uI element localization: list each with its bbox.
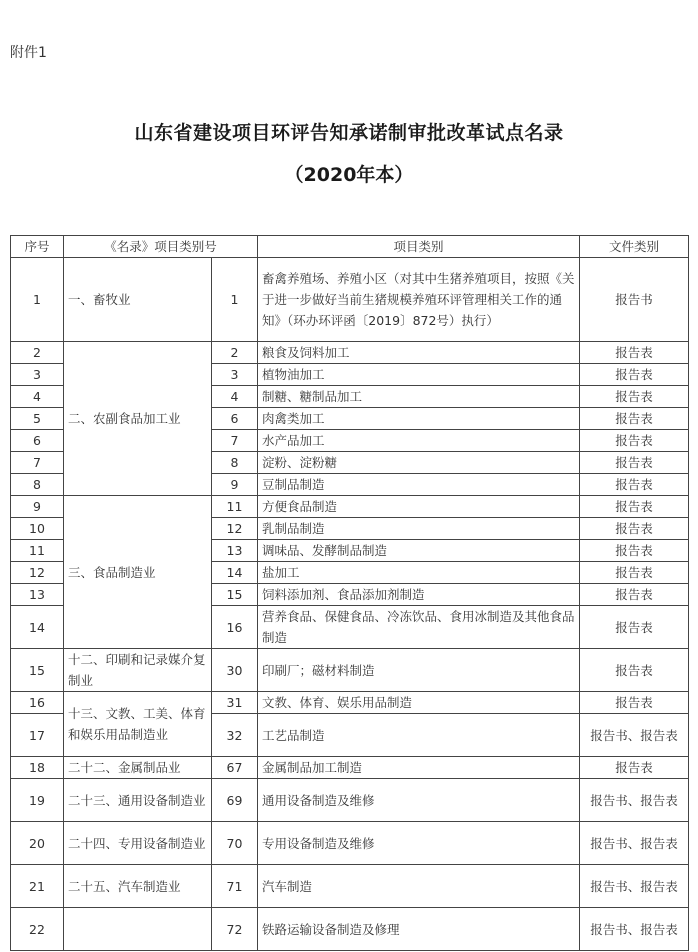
- row-doc: 报告表: [580, 474, 689, 496]
- row-doc: 报告表: [580, 386, 689, 408]
- row-seq: 17: [11, 714, 64, 757]
- row-category: 一、畜牧业: [64, 258, 212, 342]
- catalog-table: [10, 235, 689, 951]
- row-doc: 报告书、报告表: [580, 822, 689, 865]
- header-seq: 序号: [11, 236, 64, 258]
- row-category: 三、食品制造业: [64, 496, 212, 649]
- table-row: [11, 258, 689, 342]
- row-code: 12: [212, 518, 258, 540]
- row-doc: 报告表: [580, 649, 689, 692]
- row-doc: 报告表: [580, 540, 689, 562]
- row-code: 67: [212, 757, 258, 779]
- row-seq: 8: [11, 474, 64, 496]
- row-doc: 报告书: [580, 258, 689, 342]
- row-seq: 11: [11, 540, 64, 562]
- row-doc: 报告表: [580, 692, 689, 714]
- row-item: 调味品、发酵制品制造: [258, 540, 580, 562]
- row-seq: 15: [11, 649, 64, 692]
- row-category: 二十三、通用设备制造业: [64, 779, 212, 822]
- row-item: 乳制品制造: [258, 518, 580, 540]
- row-code: 30: [212, 649, 258, 692]
- table-row: [11, 908, 689, 951]
- row-item: 淀粉、淀粉糖: [258, 452, 580, 474]
- row-item: 文教、体育、娱乐用品制造: [258, 692, 580, 714]
- table-row: [11, 865, 689, 908]
- row-code: 9: [212, 474, 258, 496]
- row-code: 7: [212, 430, 258, 452]
- row-item: 专用设备制造及维修: [258, 822, 580, 865]
- row-category: 二十四、专用设备制造业: [64, 822, 212, 865]
- document-title: 山东省建设项目环评告知承诺制审批改革试点名录: [134, 122, 564, 144]
- row-doc: 报告书、报告表: [580, 714, 689, 757]
- row-category: 十三、文教、工美、体育和娱乐用品制造业: [64, 692, 212, 757]
- row-item: 营养食品、保健食品、冷冻饮品、食用冰制造及其他食品制造: [258, 606, 580, 649]
- row-code: 6: [212, 408, 258, 430]
- row-seq: 16: [11, 692, 64, 714]
- table-header-row: [11, 236, 689, 258]
- row-seq: 18: [11, 757, 64, 779]
- row-code: 15: [212, 584, 258, 606]
- row-item: 盐加工: [258, 562, 580, 584]
- row-seq: 5: [11, 408, 64, 430]
- row-doc: 报告表: [580, 408, 689, 430]
- row-seq: 2: [11, 342, 64, 364]
- row-item: 畜禽养殖场、养殖小区（对其中生猪养殖项目，按照《关于进一步做好当前生猪规模养殖环评管理相关工作的通知》（环办环评函〔2019〕872号）执行）: [258, 258, 580, 342]
- row-category: [64, 908, 212, 951]
- row-seq: 10: [11, 518, 64, 540]
- row-item: 粮食及饲料加工: [258, 342, 580, 364]
- row-item: 饲料添加剂、食品添加剂制造: [258, 584, 580, 606]
- row-code: 13: [212, 540, 258, 562]
- row-category: 二十二、金属制品业: [64, 757, 212, 779]
- row-code: 3: [212, 364, 258, 386]
- row-seq: 20: [11, 822, 64, 865]
- row-category: 二十五、汽车制造业: [64, 865, 212, 908]
- row-seq: 7: [11, 452, 64, 474]
- row-doc: 报告表: [580, 584, 689, 606]
- row-code: 2: [212, 342, 258, 364]
- row-doc: 报告表: [580, 757, 689, 779]
- row-code: 4: [212, 386, 258, 408]
- row-code: 16: [212, 606, 258, 649]
- table-row: [11, 779, 689, 822]
- row-item: 铁路运输设备制造及修理: [258, 908, 580, 951]
- row-seq: 4: [11, 386, 64, 408]
- row-seq: 6: [11, 430, 64, 452]
- table-row: [11, 757, 689, 779]
- header-document-type: 文件类别: [580, 236, 689, 258]
- row-category: 十二、印刷和记录媒介复制业: [64, 649, 212, 692]
- document-subtitle: （2020年本）: [284, 164, 414, 186]
- row-item: 通用设备制造及维修: [258, 779, 580, 822]
- row-doc: 报告表: [580, 430, 689, 452]
- row-seq: 12: [11, 562, 64, 584]
- row-code: 32: [212, 714, 258, 757]
- row-item: 印刷厂；磁材料制造: [258, 649, 580, 692]
- row-doc: 报告表: [580, 452, 689, 474]
- row-seq: 22: [11, 908, 64, 951]
- table-row: [11, 649, 689, 692]
- row-item: 制糖、糖制品加工: [258, 386, 580, 408]
- row-doc: 报告表: [580, 606, 689, 649]
- row-doc: 报告表: [580, 496, 689, 518]
- row-item: 水产品加工: [258, 430, 580, 452]
- row-doc: 报告表: [580, 364, 689, 386]
- row-code: 31: [212, 692, 258, 714]
- table-row: [11, 496, 689, 518]
- row-doc: 报告书、报告表: [580, 908, 689, 951]
- row-seq: 14: [11, 606, 64, 649]
- table-row: [11, 692, 689, 714]
- row-seq: 13: [11, 584, 64, 606]
- row-code: 71: [212, 865, 258, 908]
- row-seq: 1: [11, 258, 64, 342]
- header-project-type: 项目类别: [258, 236, 580, 258]
- row-seq: 3: [11, 364, 64, 386]
- row-doc: 报告书、报告表: [580, 865, 689, 908]
- row-seq: 19: [11, 779, 64, 822]
- row-code: 70: [212, 822, 258, 865]
- row-item: 汽车制造: [258, 865, 580, 908]
- table-row: [11, 822, 689, 865]
- table-row: [11, 342, 689, 364]
- row-seq: 9: [11, 496, 64, 518]
- row-item: 工艺品制造: [258, 714, 580, 757]
- row-code: 14: [212, 562, 258, 584]
- attachment-label: 附件1: [10, 45, 47, 61]
- row-category: 二、农副食品加工业: [64, 342, 212, 496]
- row-item: 肉禽类加工: [258, 408, 580, 430]
- row-code: 69: [212, 779, 258, 822]
- row-doc: 报告表: [580, 518, 689, 540]
- row-seq: 21: [11, 865, 64, 908]
- row-doc: 报告表: [580, 562, 689, 584]
- row-item: 豆制品制造: [258, 474, 580, 496]
- row-doc: 报告表: [580, 342, 689, 364]
- row-item: 金属制品加工制造: [258, 757, 580, 779]
- row-item: 植物油加工: [258, 364, 580, 386]
- row-item: 方便食品制造: [258, 496, 580, 518]
- row-code: 1: [212, 258, 258, 342]
- row-code: 11: [212, 496, 258, 518]
- row-code: 8: [212, 452, 258, 474]
- row-code: 72: [212, 908, 258, 951]
- row-doc: 报告书、报告表: [580, 779, 689, 822]
- header-catalog-code: 《名录》项目类别号: [64, 236, 258, 258]
